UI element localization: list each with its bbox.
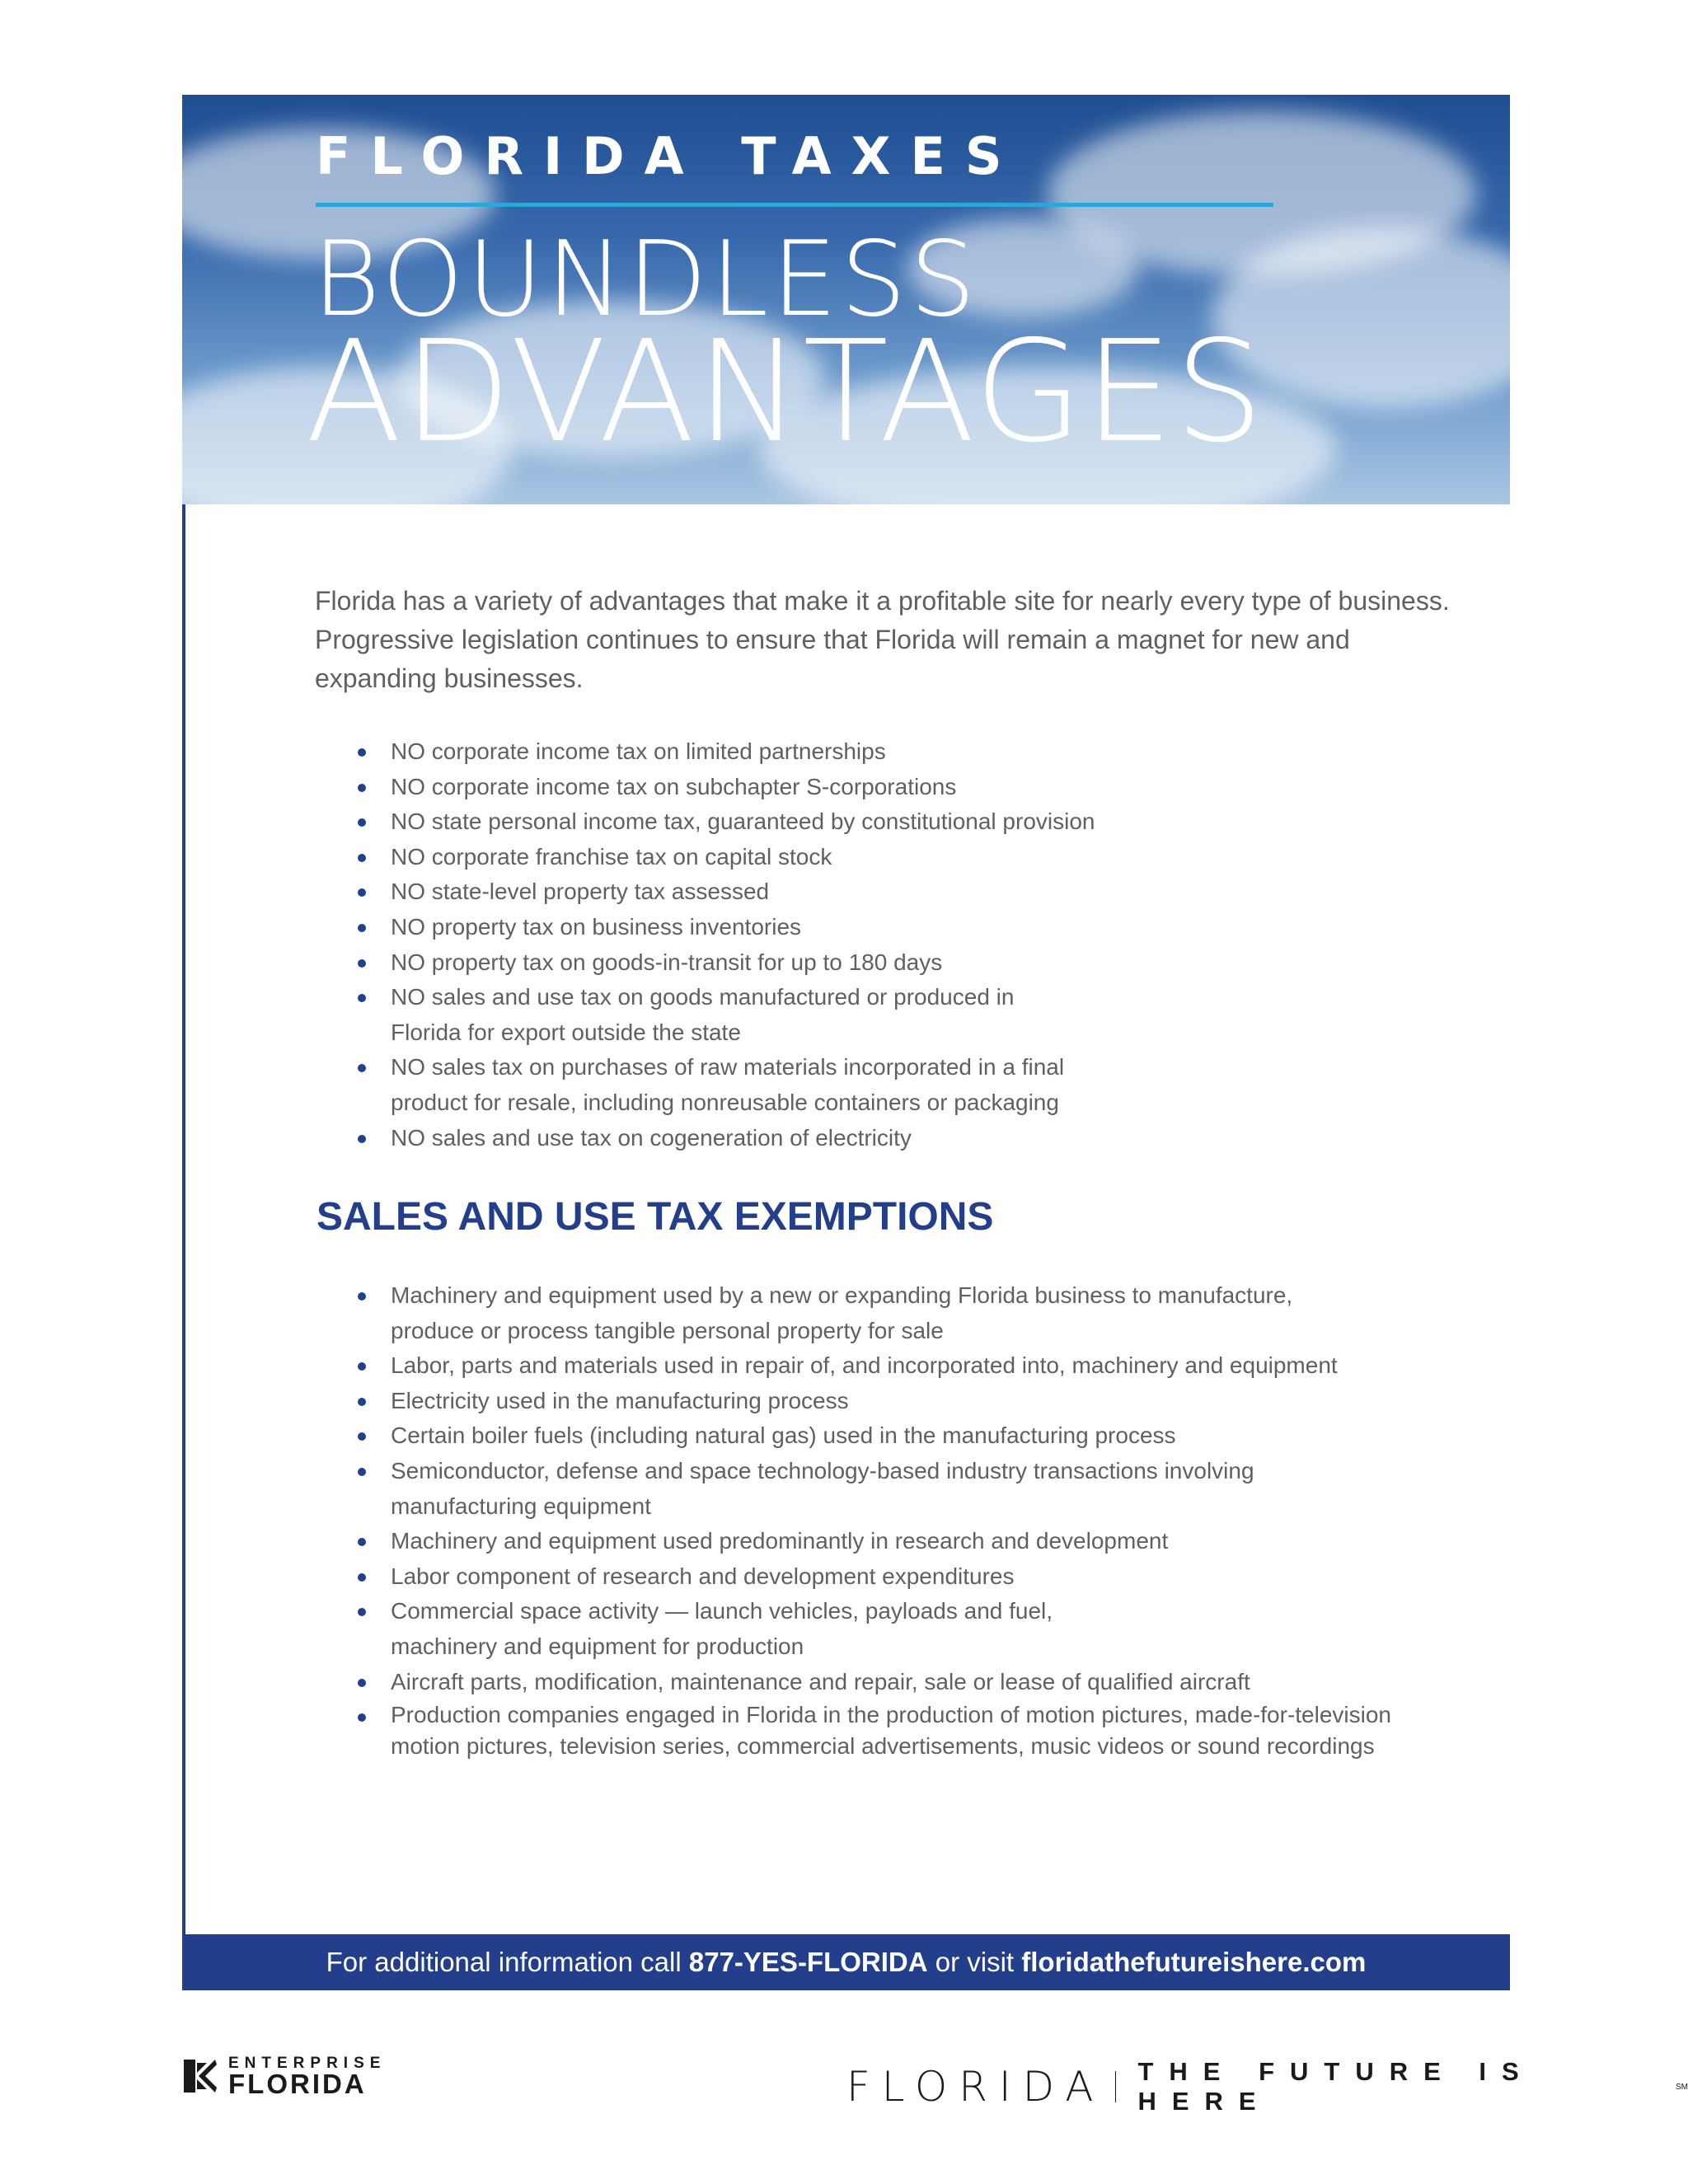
intro-paragraph: Florida has a variety of advantages that make it a profitable site for nearly every type of business. Progressive legislation continues to ensure that Florida will remain a magnet for new and expanding businesses. bbox=[315, 586, 1450, 693]
banner-title-line1: BOUNDLESS bbox=[312, 218, 979, 340]
bullet-icon bbox=[358, 1608, 366, 1616]
list-item bbox=[315, 1665, 1510, 1700]
list-item-text: Labor, parts and materials used in repair of, and incorporated into, machinery and equipment bbox=[391, 1352, 1338, 1379]
enterprise-florida-mark-icon bbox=[184, 2060, 217, 2093]
bullet-icon bbox=[358, 888, 366, 897]
bullet-icon bbox=[358, 1362, 366, 1371]
footer-phone-link[interactable]: 877-YES-FLORIDA bbox=[688, 1947, 928, 1977]
list-item bbox=[315, 1121, 1510, 1156]
banner-title-line2: ADVANTAGES bbox=[306, 311, 1266, 474]
bullet-icon bbox=[358, 1679, 366, 1687]
list-item-text: NO sales tax on purchases of raw materials incorporated in a final product for resale, including nonreusable containers or packaging bbox=[391, 1054, 1065, 1115]
list-item-text: Machinery and equipment used predominantly in research and development bbox=[391, 1528, 1169, 1554]
list-item-text: Production companies engaged in Florida in the production of motion pictures, made-for-television motion pictures, television series, commercial advertisements, music videos or sound recordings bbox=[391, 1702, 1392, 1760]
bullet-icon bbox=[358, 994, 366, 1002]
bullet-icon bbox=[358, 1398, 366, 1406]
header-banner bbox=[182, 95, 1510, 504]
list-item-text: NO corporate income tax on subchapter S-corporations bbox=[391, 773, 957, 799]
list-item-text: Certain boiler fuels (including natural gas) used in the manufacturing process bbox=[391, 1422, 1176, 1449]
bullet-icon bbox=[358, 1573, 366, 1582]
list-item bbox=[315, 734, 1510, 770]
bullet-icon bbox=[358, 1538, 366, 1546]
bullet-icon bbox=[358, 818, 366, 827]
bullet-icon bbox=[358, 1468, 366, 1476]
bullet-icon bbox=[358, 924, 366, 932]
enterprise-florida-bottom: FLORIDA bbox=[228, 2069, 367, 2099]
list-item bbox=[315, 840, 1510, 875]
list-item-text: NO corporate franchise tax on capital stock bbox=[391, 843, 832, 869]
section-heading: SALES AND USE TAX EXEMPTIONS bbox=[316, 1195, 994, 1239]
list-item-text: NO sales and use tax on goods manufactured or produced in Florida for export outside the state bbox=[391, 984, 1015, 1045]
exemptions-list bbox=[315, 1278, 1510, 1762]
banner-divider bbox=[316, 203, 1273, 207]
list-item-text: NO state-level property tax assessed bbox=[391, 879, 770, 905]
left-accent-rule bbox=[182, 504, 185, 1934]
bullet-icon bbox=[358, 1292, 366, 1301]
footer-prefix: For additional information call bbox=[326, 1947, 689, 1977]
list-item bbox=[315, 804, 1510, 840]
list-item-text: NO property tax on goods-in-transit for up to 180 days bbox=[391, 949, 943, 975]
list-item bbox=[315, 1278, 1510, 1348]
bullet-icon bbox=[358, 1064, 366, 1072]
logo-separator bbox=[1115, 2071, 1117, 2102]
list-item bbox=[315, 945, 1510, 981]
list-item bbox=[315, 1454, 1510, 1524]
banner-kicker: FLORIDA TAXES bbox=[316, 126, 1022, 186]
list-item-text: Aircraft parts, modification, maintenance and repair, sale or lease of qualified aircraft bbox=[391, 1668, 1250, 1694]
list-item-text: NO sales and use tax on cogeneration of electricity bbox=[391, 1124, 912, 1151]
service-mark: SM bbox=[1676, 2082, 1688, 2092]
enterprise-florida-top: ENTERPRISE bbox=[228, 2055, 387, 2072]
florida-future-logo bbox=[846, 2057, 1688, 2116]
enterprise-florida-logo bbox=[184, 2055, 386, 2097]
list-item bbox=[315, 1699, 1510, 1762]
list-item bbox=[315, 910, 1510, 945]
footer-website-link[interactable]: floridathefutureishere.com bbox=[1021, 1947, 1367, 1977]
bullet-icon bbox=[358, 854, 366, 862]
bullet-icon bbox=[358, 784, 366, 792]
list-item-text: NO state personal income tax, guaranteed by constitutional provision bbox=[391, 808, 1095, 835]
list-item bbox=[315, 1384, 1510, 1419]
list-item bbox=[315, 1348, 1510, 1384]
list-item bbox=[315, 770, 1510, 805]
list-item bbox=[315, 874, 1510, 910]
list-item-text: Semiconductor, defense and space technology-based industry transactions involving manufacturing equipment bbox=[391, 1457, 1254, 1519]
bullet-icon bbox=[358, 1713, 366, 1722]
list-item bbox=[315, 1594, 1510, 1664]
footer-contact-bar bbox=[182, 1934, 1510, 1990]
bullet-icon bbox=[358, 1135, 366, 1143]
list-item bbox=[315, 1418, 1510, 1454]
list-item-text: NO corporate income tax on limited partnerships bbox=[391, 738, 886, 764]
tagline: THE FUTURE IS HERE bbox=[1137, 2057, 1535, 2116]
list-item bbox=[315, 1050, 1510, 1120]
florida-wordmark: FLORIDA bbox=[846, 2063, 1105, 2111]
advantages-list bbox=[315, 734, 1510, 1155]
list-item bbox=[315, 1524, 1510, 1559]
bullet-icon bbox=[358, 959, 366, 968]
list-item-text: Machinery and equipment used by a new or expanding Florida business to manufacture, produce or process tangible personal property for sale bbox=[391, 1282, 1293, 1343]
list-item bbox=[315, 980, 1510, 1050]
bullet-icon bbox=[358, 748, 366, 757]
list-item-text: Labor component of research and development expenditures bbox=[391, 1563, 1015, 1589]
intro-block bbox=[315, 582, 1469, 698]
list-item bbox=[315, 1559, 1510, 1595]
list-item-text: Commercial space activity — launch vehicles, payloads and fuel, machinery and equipment for production bbox=[391, 1598, 1053, 1659]
enterprise-florida-wordmark bbox=[228, 2055, 386, 2097]
bullet-icon bbox=[358, 1432, 366, 1441]
list-item-text: Electricity used in the manufacturing process bbox=[391, 1387, 849, 1413]
list-item-text: NO property tax on business inventories bbox=[391, 913, 802, 940]
footer-middle: or visit bbox=[927, 1947, 1022, 1977]
